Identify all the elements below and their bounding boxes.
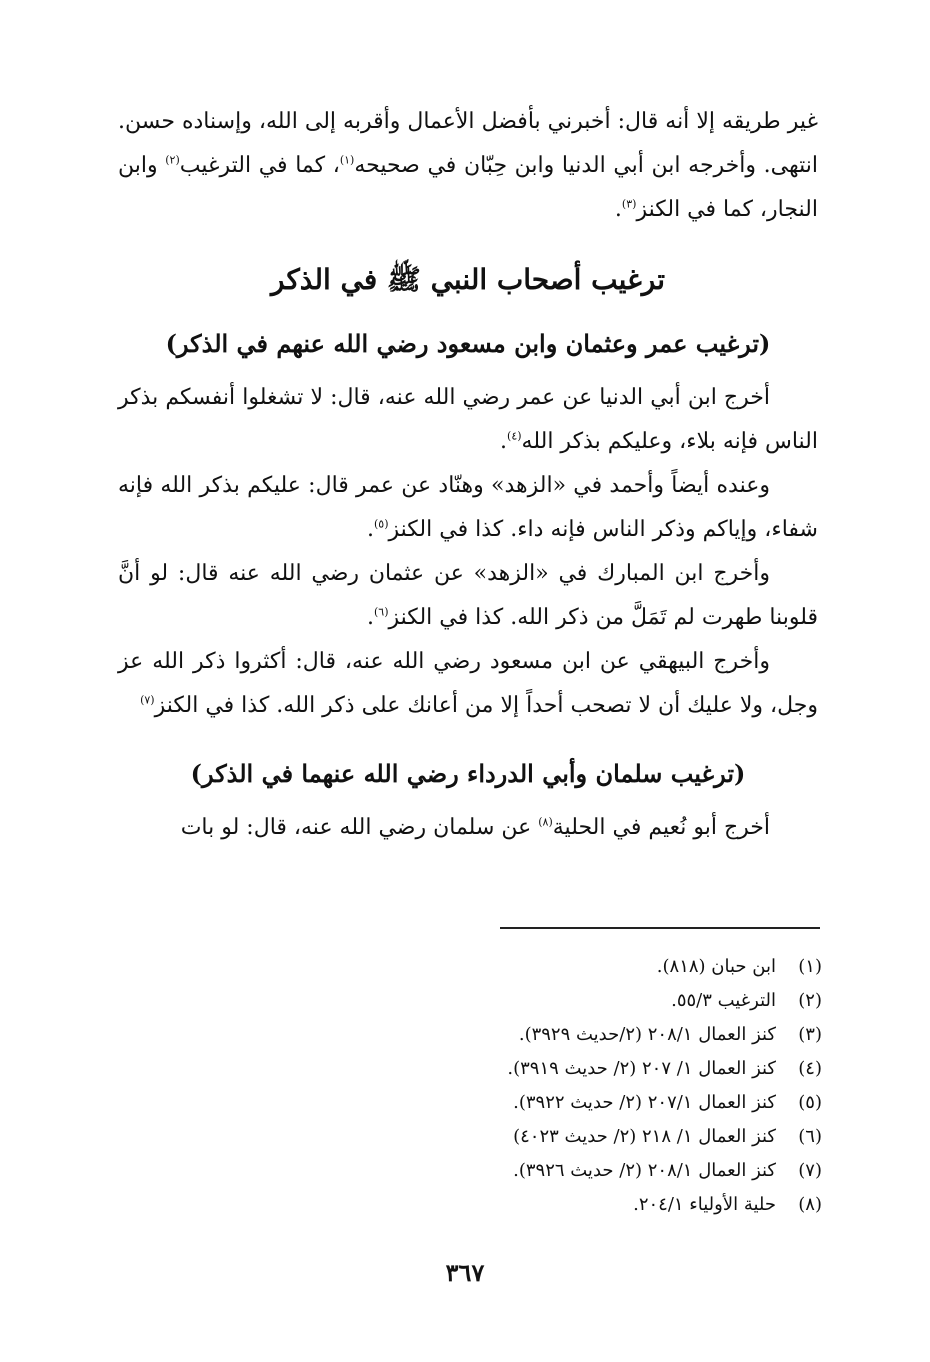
section-title: ترغيب أصحاب النبي ﷺ في الذكر (271, 263, 665, 296)
footnote-text: الترغيب ٥٥/٣. (671, 990, 776, 1011)
footnote-number: (٢) (798, 990, 822, 1011)
footnote-item (402, 1086, 822, 1120)
subsection-title-2: (ترغيب سلمان وأبي الدرداء رضي الله عنهما في الذكر) (190, 759, 746, 788)
paragraph-text: وأخرج ابن المبارك في «الزهد» عن عثمان رضي الله عنه قال: لو أنَّ قلوبنا طهرت لم تَمَلَّ من ذكر الله. كذا في الكنز (118, 561, 818, 630)
footnote-item (402, 1018, 822, 1052)
paragraph-text: وأخرج البيهقي عن ابن مسعود رضي الله عنه، قال: أكثروا ذكر الله عز وجل، ولا عليك أن لا تصحب أحداً إلا من أعانك على ذكر الله. كذا في الكنز (118, 649, 818, 718)
paragraph-salman (118, 806, 818, 850)
footnote-item (402, 950, 822, 984)
footnote-item (402, 1188, 822, 1222)
footnote-text: كنز العمال ١/ ٢٠٧ (٢/ حديث ٣٩١٩). (507, 1058, 776, 1079)
page-body (118, 100, 818, 850)
footnote-ref-3[interactable]: (٣) (621, 197, 637, 211)
footnote-number: (٤) (798, 1058, 822, 1079)
footnote-ref-7[interactable]: (٧) (140, 693, 155, 707)
footnote-number: (٣) (798, 1024, 822, 1045)
intro-line-2a: انتهى. وأخرجه ابن أبي الدنيا وابن حِبّان في صحيحه (354, 153, 818, 178)
subsection-title-1: (ترغيب عمر وعثمان وابن مسعود رضي الله عنهم في الذكر) (165, 329, 771, 358)
footnote-item (402, 1154, 822, 1188)
intro-line-3b: . (614, 197, 622, 222)
footnote-item (402, 984, 822, 1018)
intro-paragraph (118, 100, 818, 232)
footnote-divider (500, 927, 820, 929)
paragraph-text: أخرج ابن أبي الدنيا عن عمر رضي الله عنه، قال: لا تشغلوا أنفسكم بذكر الناس فإنه بلاء، وعليكم بذكر الله (118, 385, 818, 454)
footnote-item (402, 1120, 822, 1154)
footnote-text: ابن حبان (٨١٨). (656, 956, 776, 977)
paragraph-ibn-masud (118, 640, 818, 728)
paragraph-end: . (366, 517, 374, 542)
paragraph-end: . (367, 605, 374, 630)
footnote-number: (١) (798, 956, 822, 977)
footnote-ref-5[interactable]: (٥) (373, 517, 389, 531)
paragraph-end: . (500, 429, 508, 454)
footnote-text: كنز العمال ٢٠٧/١ (٢/ حديث ٣٩٢٢). (513, 1092, 776, 1113)
page-number: ٣٦٧ (445, 1258, 485, 1287)
footnote-ref-8[interactable]: (٨) (538, 815, 553, 829)
footnote-item (402, 1052, 822, 1086)
paragraph-text: وعنده أيضاً وأحمد في «الزهد» وهنّاد عن عمر قال: عليكم بذكر الله فإنه شفاء، وإياكم وذكر الناس فإنه داء. كذا في الكنز (118, 473, 818, 542)
intro-line-2b: ، كما في الترغيب (179, 153, 340, 178)
footnote-number: (٥) (798, 1092, 822, 1113)
footnotes-list (402, 950, 822, 1222)
footnote-text: حلية الأولياء ٢٠٤/١. (633, 1194, 776, 1215)
footnote-number: (٧) (798, 1160, 822, 1181)
paragraph-omar-1 (118, 376, 818, 464)
footnote-ref-6[interactable]: (٦) (374, 605, 389, 619)
footnote-number: (٨) (798, 1194, 822, 1215)
footnote-text: كنز العمال ٢٠٨/١ (٢/ حديث ٣٩٢٦). (513, 1160, 776, 1181)
footnote-text: كنز العمال ٢٠٨/١ (٢/حديث ٣٩٢٩). (518, 1024, 776, 1045)
intro-line-1: غير طريقه إلا أنه قال: أخبرني بأفضل الأعمال وأقربه إلى الله، وإسناده حسن. (118, 109, 818, 134)
footnote-number: (٦) (798, 1126, 822, 1147)
paragraph-omar-2 (118, 464, 818, 552)
footnote-text: كنز العمال ١/ ٢١٨ (٢/ حديث ٤٠٢٣) (513, 1126, 776, 1147)
paragraph-text-cont: عن سلمان رضي الله عنه، قال: لو بات (180, 815, 539, 840)
footnote-ref-4[interactable]: (٤) (507, 429, 522, 443)
intro-line-3a: وابن النجار، كما في الكنز (118, 153, 818, 222)
paragraph-uthman (118, 552, 818, 640)
footnote-ref-1[interactable]: (١) (339, 153, 355, 167)
paragraph-text: أخرج أبو نُعيم في الحلية (552, 815, 770, 840)
footnote-ref-2[interactable]: (٢) (165, 153, 180, 167)
